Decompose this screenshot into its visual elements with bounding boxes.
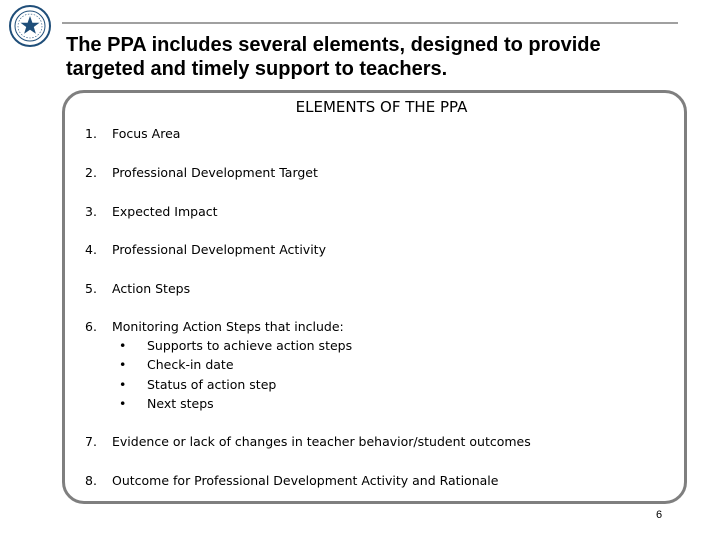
list-item [85, 434, 531, 450]
bullet-icon: • [119, 357, 127, 372]
list-item-number: 8. [85, 473, 97, 488]
list-item [85, 473, 498, 489]
list-item-number: 6. [85, 319, 97, 334]
page-number: 6 [656, 509, 663, 521]
sub-list-item-label: Next steps [147, 396, 214, 411]
elements-box [62, 90, 687, 504]
sub-list-item [119, 338, 352, 354]
list-item [85, 165, 318, 181]
list-item [85, 126, 180, 142]
list-item-label: Evidence or lack of changes in teacher behavior/student outcomes [112, 434, 531, 449]
list-item-label: Expected Impact [112, 204, 218, 219]
list-item-number: 7. [85, 434, 97, 449]
sub-list-item [119, 396, 214, 412]
list-item-label: Monitoring Action Steps that include: [112, 319, 344, 334]
sub-list-item-label: Status of action step [147, 377, 277, 392]
list-item [85, 319, 344, 335]
sub-list-item [119, 377, 276, 393]
state-seal-icon [8, 4, 52, 48]
list-item [85, 242, 326, 258]
sub-list-item-label: Supports to achieve action steps [147, 338, 353, 353]
list-item-number: 4. [85, 242, 97, 257]
list-item-number: 2. [85, 165, 97, 180]
bullet-icon: • [119, 338, 127, 353]
list-item-label: Action Steps [112, 281, 191, 296]
sub-list-item-label: Check-in date [147, 357, 234, 372]
list-item [85, 281, 190, 297]
list-item-label: Professional Development Target [112, 165, 318, 180]
list-item [85, 204, 218, 220]
list-item-number: 5. [85, 281, 97, 296]
list-item-label: Outcome for Professional Development Activity and Rationale [112, 473, 499, 488]
header-divider [62, 22, 678, 24]
elements-heading: ELEMENTS OF THE PPA [295, 98, 468, 116]
list-item-label: Professional Development Activity [112, 242, 326, 257]
bullet-icon: • [119, 396, 127, 411]
bullet-icon: • [119, 377, 127, 392]
slide-title: The PPA includes several elements, designed to provide targeted and timely support to teachers. [66, 34, 601, 80]
sub-list-item [119, 357, 234, 373]
list-item-number: 3. [85, 204, 97, 219]
list-item-label: Focus Area [112, 126, 181, 141]
list-item-number: 1. [85, 126, 97, 141]
